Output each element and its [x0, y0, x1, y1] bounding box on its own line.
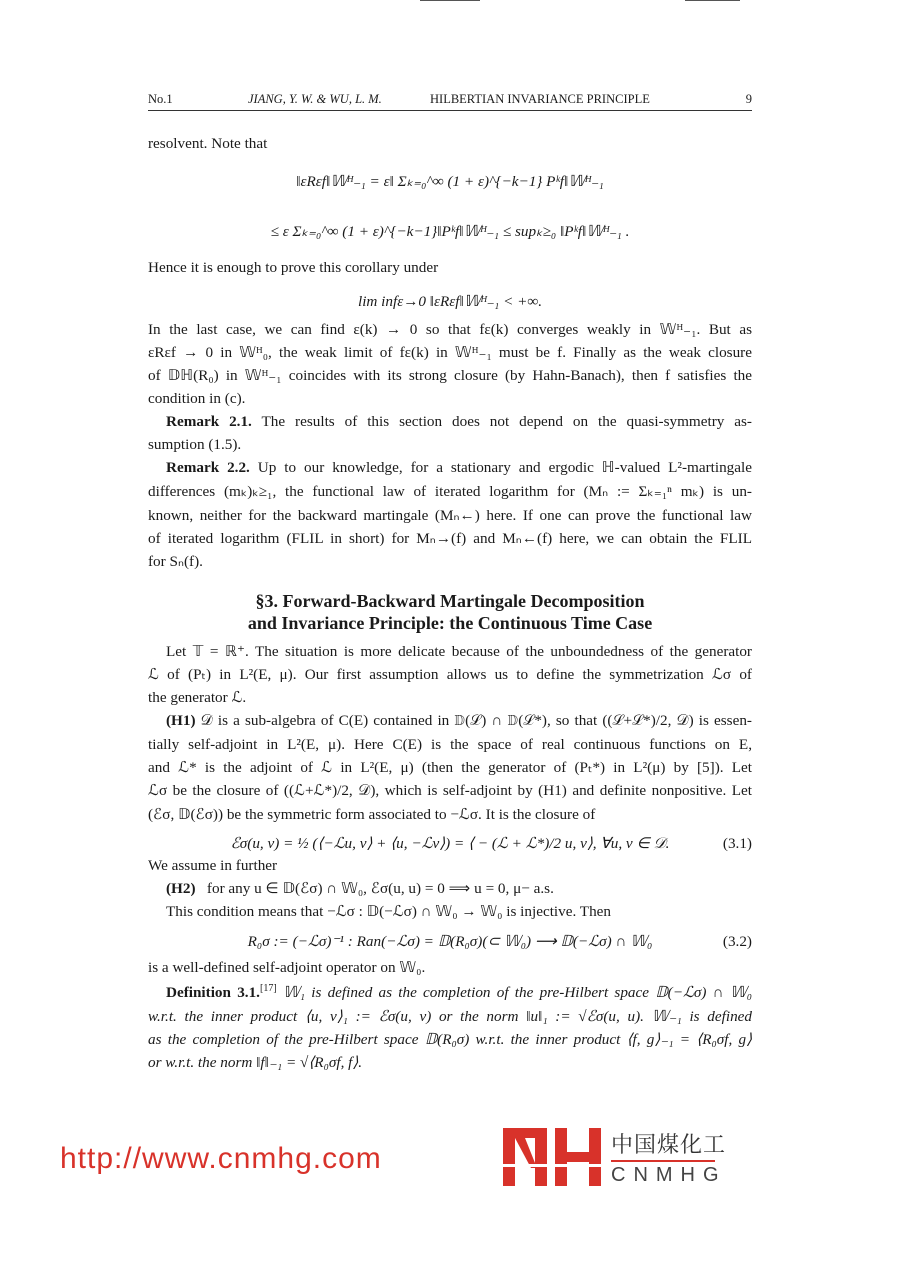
- text-line: for Sₙ(f).: [148, 553, 203, 570]
- text-line: of 𝔻ℍ(R₀) in 𝕎ᴴ₋₁ coincides with its strong closure (by Hahn-Banach), then f satisfies the: [148, 367, 752, 384]
- remark-label: Remark 2.2.: [166, 459, 250, 476]
- section-title: §3. Forward-Backward Martingale Decomposition: [255, 591, 645, 611]
- text-line: and ℒ* is the adjoint of ℒ in L²(E, μ) (then the generator of (Pₜ*) in L²(μ) by [5]). Let: [148, 759, 752, 776]
- remark-2-1: [148, 412, 752, 432]
- equation-number: (3.2): [722, 933, 752, 950]
- text-line: Hence it is enough to prove this corollary under: [148, 259, 439, 276]
- text: 𝒟 is a sub-algebra of C(E) contained in 𝔻(ℒ) ∩ 𝔻(ℒ*), so that ((ℒ+ℒ*)/2, 𝒟) is essen-: [200, 712, 752, 729]
- assumption-label: (H1): [166, 712, 196, 729]
- logo-chinese-text: 中国煤化工: [611, 1133, 727, 1158]
- text-line: w.r.t. the inner product ⟨u, v⟩₁ := ℰσ(u, v) or the norm ‖u‖₁ := √ℰσ(u, u). 𝕎₋₁ is defined: [148, 1008, 752, 1025]
- logo-divider: [611, 1160, 715, 1162]
- section-title: and Invariance Principle: the Continuous Time Case: [247, 613, 653, 633]
- assumption-label: (H2): [166, 880, 196, 897]
- equation-3-1: [148, 834, 752, 854]
- text-line: ℒ of (Pₜ) in L²(E, μ). Our first assumption allows us to define the symmetrization ℒσ of: [148, 666, 752, 683]
- text-line: In the last case, we can find ε(k) → 0 so that fε(k) converges weakly in 𝕎ᴴ₋₁. But as: [148, 321, 752, 338]
- text-line: ℒσ be the closure of ((ℒ+ℒ*)/2, 𝒟), which is self-adjoint by (H1) and definite nonpositive. Let: [148, 782, 752, 799]
- text-line: condition in (c).: [148, 390, 246, 407]
- text-line: (ℰσ, 𝔻(ℰσ)) be the symmetric form associated to −ℒσ. It is the closure of: [148, 806, 596, 823]
- scan-line: [420, 0, 480, 1]
- text-line: tially self-adjoint in L²(E, μ). Here C(E) is the space of real continuous functions on E,: [148, 736, 752, 753]
- definition-3-1: [148, 983, 752, 1003]
- assumption-h1: [148, 711, 752, 731]
- assumption-h2: [148, 879, 752, 899]
- text-line: or w.r.t. the norm ‖f‖₋₁ = √⟨R₀σf, f⟩.: [148, 1054, 363, 1071]
- page-number: 9: [745, 92, 752, 106]
- text-line: This condition means that −ℒσ : 𝔻(−ℒσ) ∩ 𝕎₀ → 𝕎₀ is injective. Then: [166, 903, 611, 920]
- logo-english-text: CNMHG: [611, 1164, 727, 1186]
- remark-label: Remark 2.1.: [166, 413, 252, 430]
- text: for any u ∈ 𝔻(ℰσ) ∩ 𝕎₀, ℰσ(u, u) = 0 ⟹ u = 0, μ− a.s.: [206, 880, 554, 897]
- text-line: known, neither for the backward martingale (Mₙ←) here. If one can prove the functional law: [148, 507, 752, 524]
- authors: JIANG, Y. W. & WU, L. M.: [248, 92, 382, 106]
- cnmhg-logo: [503, 1128, 727, 1188]
- citation: [17]: [259, 982, 277, 994]
- issue-number: No.1: [148, 92, 173, 106]
- text-line: We assume in further: [148, 857, 278, 874]
- watermark: http://www.cnmhg.com: [60, 1142, 382, 1175]
- equation: lim infε→0 ‖εRεf‖𝕎ᴴ₋₁ < +∞.: [357, 293, 543, 310]
- text-line: differences (mₖ)ₖ≥₁, the functional law of iterated logarithm for (Mₙ := Σₖ₌₁ⁿ mₖ) is un-: [148, 483, 752, 500]
- text-line: as the completion of the pre-Hilbert space 𝔻(R₀σ) w.r.t. the inner product ⟨f, g⟩₋₁ = ⟨R₀σf, g⟩: [148, 1031, 752, 1048]
- equation-body: R₀σ := (−ℒσ)⁻¹ : Ran(−ℒσ) = 𝔻(R₀σ)(⊂ 𝕎₀) ⟶ 𝔻(−ℒσ) ∩ 𝕎₀: [247, 933, 653, 950]
- mh-logo-mark: [503, 1128, 603, 1186]
- text-line: of iterated logarithm (FLIL in short) for Mₙ→(f) and Mₙ←(f) here, we can obtain the FLIL: [148, 530, 752, 547]
- text: Up to our knowledge, for a stationary and ergodic ℍ-valued L²-martingale: [257, 459, 752, 476]
- definition-label: Definition 3.1.: [166, 984, 260, 1001]
- text-line: Let 𝕋 = ℝ⁺. The situation is more delicate because of the unboundedness of the generator: [166, 643, 752, 660]
- text-line: sumption (1.5).: [148, 436, 242, 453]
- equation: ≤ ε Σₖ₌₀^∞ (1 + ε)^{−k−1}‖Pᵏf‖𝕎ᴴ₋₁ ≤ supₖ≥₀ ‖Pᵏf‖𝕎ᴴ₋₁ .: [270, 223, 630, 240]
- text-line: εRεf → 0 in 𝕎ᴴ₀, the weak limit of fε(k) in 𝕎ᴴ₋₁ must be f. Finally as the weak closure: [148, 344, 752, 361]
- text-line: the generator ℒ.: [148, 689, 247, 706]
- equation-number: (3.1): [722, 835, 752, 852]
- remark-2-2: [148, 458, 752, 478]
- running-header: [148, 90, 752, 111]
- text-line: is a well-defined self-adjoint operator on 𝕎₀.: [148, 959, 426, 976]
- text-line: resolvent. Note that: [148, 135, 268, 152]
- text: The results of this section does not depend on the quasi-symmetry as-: [261, 413, 752, 430]
- equation-3-2: [148, 932, 752, 952]
- equation-body: ℰσ(u, v) = ½ (⟨−ℒu, v⟩ + ⟨u, −ℒv⟩) = ⟨ − (ℒ + ℒ*)/2 u, v⟩, ∀u, v ∈ 𝒟.: [230, 835, 670, 852]
- text: 𝕎₁ is defined as the completion of the pre-Hilbert space 𝔻(−ℒσ) ∩ 𝕎₀: [282, 984, 752, 1001]
- running-title: HILBERTIAN INVARIANCE PRINCIPLE: [430, 92, 650, 106]
- equation: ‖εRεf‖𝕎ᴴ₋₁ = ε‖ Σₖ₌₀^∞ (1 + ε)^{−k−1} Pᵏf‖𝕎ᴴ₋₁: [296, 173, 604, 190]
- scan-line: [685, 0, 740, 1]
